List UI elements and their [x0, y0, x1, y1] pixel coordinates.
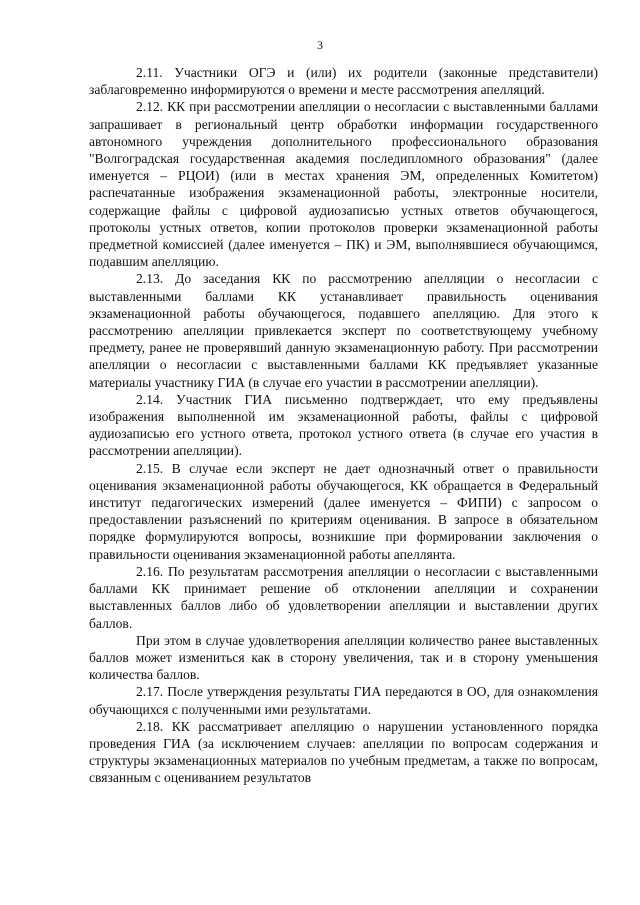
paragraph-2-14: 2.14. Участник ГИА письменно подтверждает, что ему предъявлены изображения выполненной им экзаменационной работы, файлы с цифровой аудиозаписью его устного ответа, протокол устного ответа (в случае его участия в рассмотрении апелляции). [89, 391, 598, 459]
page-number: 3 [317, 38, 323, 52]
paragraph-2-12: 2.12. КК при рассмотрении апелляции о несогласии с выставленными баллами запрашивает в региональный центр обработки информации государственного автономного учреждения дополнительного профессионального образования "Волгоградская государственная академия последипломного образования" (далее именуется – РЦОИ) (или в местах хранения ЭМ, определенных Комитетом) распечатанные изображения экзаменационной работы, электронные носители, содержащие файлы с цифровой аудиозаписью устных ответов обучающегося, протоколы устных ответов, копии протоколов проверки экзаменационной работы предметной комиссией (далее именуется – ПК) и ЭМ, выполнявшиеся обучающимся, подавшим апелляцию. [89, 99, 598, 270]
paragraph-2-15: 2.15. В случае если эксперт не дает однозначный ответ о правильности оценивания экзаменационной работы обучающегося, КК обращается в Федеральный институт педагогических измерений (далее именуется – ФИПИ) с запросом о предоставлении разъяснений по критериям оценивания. В запросе в обязательном порядке формулируются вопросы, возникшие при формировании заключения о правильности оценивания экзаменационной работы апеллянта. [89, 460, 598, 562]
paragraph-2-11: 2.11. Участники ОГЭ и (или) их родители (законные представители) заблаговременно информируются о времени и месте рассмотрения апелляций. [89, 65, 598, 98]
paragraph-2-18: 2.18. КК рассматривает апелляцию о нарушении установленного порядка проведения ГИА (за исключением случаев: апелляции по вопросам содержания и структуры экзаменационных материалов по учебным предметам, а также по вопросам, связанным с оцениванием результатов [89, 718, 598, 786]
paragraph-2-16-note: При этом в случае удовлетворения апелляции количество ранее выставленных баллов может измениться как в сторону увеличения, так и в сторону уменьшения количества баллов. [89, 632, 598, 683]
paragraph-2-16: 2.16. По результатам рассмотрения апелляции о несогласии с выставленными баллами КК принимает решение об отклонении апелляции и сохранении выставленных баллов либо об удовлетворении апелляции и выставлении других баллов. [89, 563, 598, 631]
paragraph-2-17: 2.17. После утверждения результаты ГИА передаются в ОО, для ознакомления обучающихся с полученными ими результатами. [89, 684, 598, 717]
paragraph-2-13: 2.13. До заседания КК по рассмотрению апелляции о несогласии с выставленными баллами КК устанавливает правильность оценивания экзаменационной работы обучающегося, подавшего апелляцию. Для этого к рассмотрению апелляции привлекается эксперт по соответствующему учебному предмету, ранее не проверявший данную экзаменационную работу. При рассмотрении апелляции о несогласии с выставленными баллами КК предъявляет указанные материалы участнику ГИА (в случае его участии в рассмотрении апелляции). [89, 271, 598, 390]
document-body [89, 64, 598, 787]
